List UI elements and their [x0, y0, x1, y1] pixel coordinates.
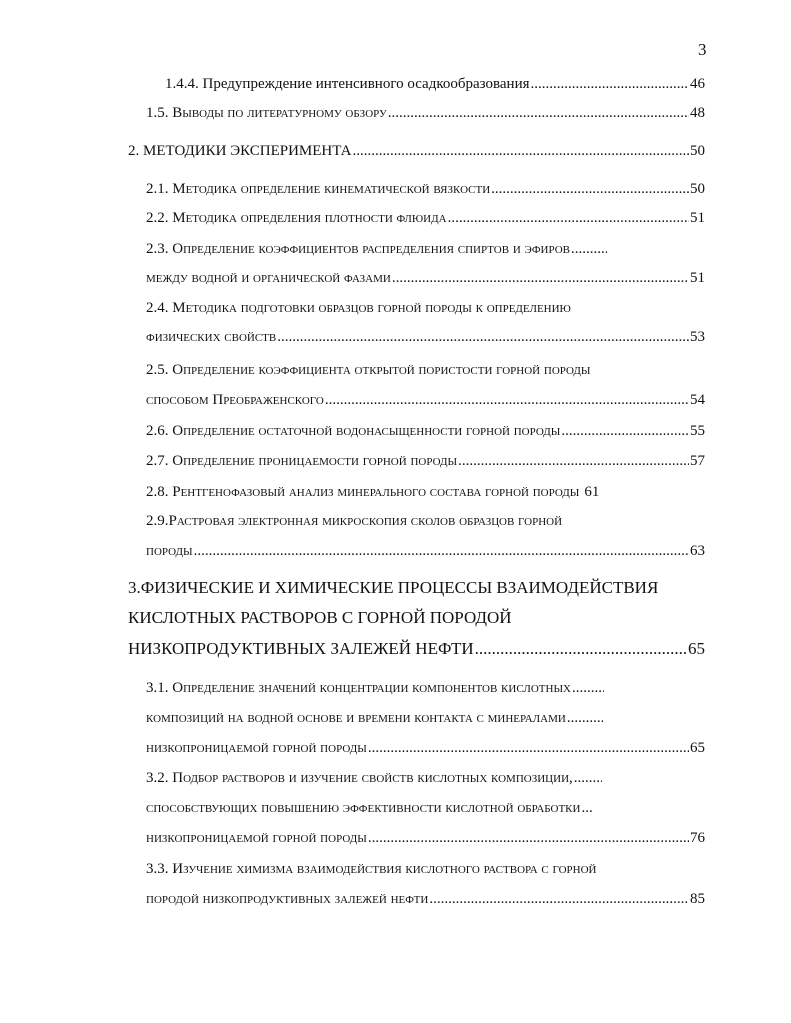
toc-entry-text: 1.5. Выводы по литературному обзору	[146, 105, 387, 121]
toc-entry-text: 3.1. Определение значений концентрации компонентов кислотных	[146, 680, 572, 696]
toc-entry-page: 65	[690, 740, 705, 756]
toc-entry	[128, 576, 705, 600]
toc-entry-text: способом Преображенского	[146, 392, 324, 408]
toc-entry-text: физических свойств	[146, 329, 277, 345]
toc-entry-page: 85	[690, 891, 705, 907]
toc-entry	[146, 828, 705, 848]
toc-entry-text: между водной и органической фазами	[146, 270, 391, 286]
toc-entry	[146, 208, 705, 228]
toc-entry-text: НИЗКОПРОДУКТИВНЫХ ЗАЛЕЖЕЙ НЕФТИ	[128, 639, 474, 658]
toc-entry	[146, 708, 705, 728]
dot-leader	[458, 451, 689, 471]
toc-entry-page: 57	[690, 453, 705, 469]
toc-entry	[146, 451, 705, 471]
dot-leader	[392, 268, 689, 288]
toc-entry	[146, 768, 705, 788]
toc-entry	[146, 103, 705, 123]
toc-entry	[146, 268, 705, 288]
toc-entry-text: породы	[146, 543, 193, 559]
toc-entry	[146, 678, 705, 698]
toc-entry-text: 2.2. Методика определения плотности флюида	[146, 210, 447, 226]
toc-entry	[146, 738, 705, 758]
dot-leader	[475, 637, 687, 661]
toc-entry	[146, 298, 705, 318]
toc-entry-text: 2.6. Определение остаточной водонасыщенности горной породы	[146, 423, 561, 439]
toc-entry	[146, 327, 705, 347]
toc-entry	[146, 360, 705, 380]
toc-entry-text: 2. МЕТОДИКИ ЭКСПЕРИМЕНТА	[128, 143, 352, 159]
dot-leader	[368, 738, 689, 758]
toc-entry	[146, 390, 705, 410]
dot-leader	[388, 103, 689, 123]
toc-entry-page: 54	[690, 392, 705, 408]
dot-leader	[194, 541, 689, 561]
toc-entry-page: 53	[690, 329, 705, 345]
toc-entry-page: 76	[690, 830, 705, 846]
toc-entry-text: способствующих повышению эффективности кислотной обработки	[146, 800, 581, 816]
toc-entry-text: композиций на водной основе и времени контакта с минералами	[146, 710, 566, 726]
page-number: 3	[698, 40, 707, 59]
toc-entry	[165, 74, 705, 94]
toc-entry-text: 2.3. Определение коэффициентов распределения спиртов и эфиров	[146, 241, 570, 257]
toc-entry-text: 3.3. Изучение химизма взаимодействия кислотного раствора с горной	[146, 861, 597, 877]
toc-entry-text: 2.4. Методика подготовки образцов горной породы к определению	[146, 300, 571, 316]
toc-entry-page: 65	[688, 639, 705, 658]
dot-leader	[448, 208, 689, 228]
dot-leader	[531, 74, 690, 94]
toc-entry	[146, 179, 705, 199]
toc-entry-text: 2.8. Рентгенофазовый анализ минерального состава горной породы	[146, 484, 580, 500]
toc-entry-text: низкопроницаемой горной породы	[146, 740, 367, 756]
toc-entry-text: низкопроницаемой горной породы	[146, 830, 367, 846]
toc-entry-page: 50	[690, 143, 705, 159]
toc-entry	[146, 421, 705, 441]
dot-leader	[572, 678, 604, 698]
toc-entry-text: 2.7. Определение проницаемости горной породы	[146, 453, 458, 469]
toc-entry	[128, 141, 705, 161]
toc-entry	[146, 482, 705, 502]
toc-entry-page: 51	[690, 210, 705, 226]
dot-leader	[277, 327, 689, 347]
toc-entry-page: 50	[690, 181, 705, 197]
toc-entry	[146, 541, 705, 561]
toc-entry	[146, 859, 705, 879]
dot-leader	[567, 708, 603, 728]
toc-entry-text: 1.4.4. Предупреждение интенсивного осадкообразования	[165, 76, 530, 92]
toc-entry-page: 63	[690, 543, 705, 559]
toc-entry-text: 3.ФИЗИЧЕСКИЕ И ХИМИЧЕСКИЕ ПРОЦЕССЫ ВЗАИМОДЕЙСТВИЯ	[128, 578, 659, 597]
toc-entry	[146, 798, 705, 818]
dot-leader	[571, 239, 607, 259]
toc-entry	[128, 606, 705, 630]
dot-leader	[353, 141, 690, 161]
dot-leader	[325, 390, 689, 410]
toc-entry-text: породой низкопродуктивных залежей нефти	[146, 891, 429, 907]
toc-entry	[146, 889, 705, 909]
toc-entry-page: 46	[690, 76, 705, 92]
dot-leader	[581, 798, 593, 818]
toc-entry	[146, 239, 705, 259]
dot-leader	[368, 828, 689, 848]
toc-entry-text: 2.9.Растровая электронная микроскопия сколов образцов горной	[146, 513, 563, 529]
toc-entry-page: 55	[690, 423, 705, 439]
toc-entry-page: 61	[584, 484, 600, 500]
toc-entry	[128, 637, 705, 661]
toc-entry-text: КИСЛОТНЫХ РАСТВОРОВ С ГОРНОЙ ПОРОДОЙ	[128, 608, 512, 627]
dot-leader	[429, 889, 689, 909]
dot-leader	[561, 421, 689, 441]
toc-entry-text: 3.2. Подбор растворов и изучение свойств кислотных композиции,	[146, 770, 573, 786]
dot-leader	[574, 768, 602, 788]
toc-entry-page: 51	[690, 270, 705, 286]
dot-leader	[491, 179, 689, 199]
toc-entry-text: 2.5. Определение коэффициента открытой пористости горной породы	[146, 362, 591, 378]
toc-entry	[146, 511, 705, 531]
toc-entry-text: 2.1. Методика определение кинематической вязкости	[146, 181, 491, 197]
toc-entry-page: 48	[690, 105, 705, 121]
